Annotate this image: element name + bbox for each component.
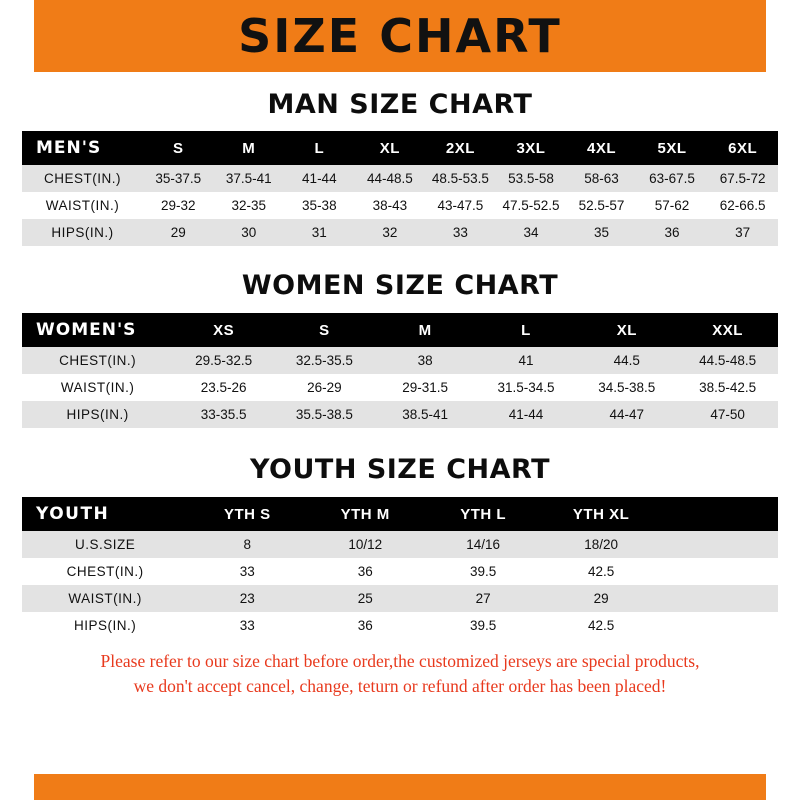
cell: 43-47.5 <box>437 198 484 213</box>
cell: 63-67.5 <box>649 171 695 186</box>
column-header: XL <box>616 321 637 339</box>
cell: 58-63 <box>584 171 619 186</box>
column-header: 6XL <box>728 139 758 157</box>
note-line-1: Please refer to our size chart before order,the customized jerseys are special products, <box>100 651 700 671</box>
cell: 33 <box>239 564 255 579</box>
cell: 33-35.5 <box>200 407 247 422</box>
cell: 42.5 <box>587 618 615 633</box>
order-policy-note <box>22 639 778 705</box>
table-header-row <box>22 497 778 531</box>
cell: 41-44 <box>302 171 337 186</box>
table-row <box>22 192 778 219</box>
column-header: 3XL <box>516 139 546 157</box>
cell: 35-37.5 <box>155 171 202 186</box>
cell: 33 <box>452 225 468 240</box>
cell: 37 <box>735 225 751 240</box>
cell: 29 <box>593 591 609 606</box>
row-label: HIPS(IN.) <box>66 407 129 422</box>
cell: 67.5-72 <box>719 171 766 186</box>
column-header: L <box>521 321 531 339</box>
row-label: WAIST(IN.) <box>68 591 142 606</box>
table-row <box>22 585 778 612</box>
cell: 23 <box>239 591 255 606</box>
section-title-women: WOMEN SIZE CHART <box>241 270 559 301</box>
row-label: CHEST(IN.) <box>59 353 137 368</box>
table-header-row <box>22 131 778 165</box>
row-label: CHEST(IN.) <box>43 171 121 186</box>
table-row <box>22 558 778 585</box>
cell: 31 <box>311 225 327 240</box>
table-row <box>22 165 778 192</box>
cell: 36 <box>357 618 373 633</box>
cell: 38 <box>417 353 433 368</box>
chart-content <box>0 72 800 774</box>
cell: 38-43 <box>372 198 408 213</box>
table-row <box>22 531 778 558</box>
cell: 35 <box>593 225 610 240</box>
column-header: YTH L <box>460 505 507 523</box>
cell: 53.5-58 <box>508 171 554 186</box>
column-header: S <box>319 321 330 339</box>
cell <box>660 531 778 558</box>
cell: 48.5-53.5 <box>431 171 489 186</box>
footer-left-margin <box>0 774 34 800</box>
row-label: HIPS(IN.) <box>51 225 114 240</box>
cell: 41-44 <box>508 407 544 422</box>
cell: 38.5-42.5 <box>699 380 757 395</box>
footer-banner <box>0 774 800 800</box>
cell: 27 <box>475 591 491 606</box>
column-header: M <box>242 139 256 157</box>
cell: 29-32 <box>160 198 196 213</box>
section-women <box>22 270 778 428</box>
cell: 26-29 <box>307 380 342 395</box>
cell: 44.5-48.5 <box>699 353 757 368</box>
cell: 34.5-38.5 <box>598 380 656 395</box>
cell: 44-48.5 <box>366 171 413 186</box>
cell: 52.5-57 <box>578 198 625 213</box>
cell <box>660 612 778 639</box>
cell: 31.5-34.5 <box>497 380 555 395</box>
table-header-row <box>22 313 778 347</box>
cell: 35.5-38.5 <box>295 407 353 422</box>
cell: 23.5-26 <box>200 380 247 395</box>
cell: 14/16 <box>466 537 501 552</box>
column-header: 2XL <box>445 139 475 157</box>
footer-right-margin <box>766 774 800 800</box>
column-header: 4XL <box>587 139 617 157</box>
column-header: YOUTH <box>36 504 110 524</box>
cell: 42.5 <box>587 564 615 579</box>
cell: 8 <box>243 537 252 552</box>
column-header: L <box>314 139 325 157</box>
header-banner <box>0 0 800 72</box>
cell: 37.5-41 <box>225 171 272 186</box>
table-row <box>22 347 778 374</box>
section-title-man: MAN SIZE CHART <box>267 89 533 120</box>
cell: 29.5-32.5 <box>195 353 253 368</box>
column-header: MEN'S <box>36 138 102 158</box>
note-line-2: we don't accept cancel, change, teturn or refund after order has been placed! <box>133 675 667 696</box>
cell: 30 <box>241 225 257 240</box>
cell: 44-47 <box>609 407 645 422</box>
women-size-table <box>22 313 778 428</box>
table-row <box>22 612 778 639</box>
page-title: SIZE CHART <box>238 9 562 63</box>
cell: 47.5-52.5 <box>502 198 560 213</box>
cell: 33 <box>239 618 255 633</box>
row-label: WAIST(IN.) <box>60 380 135 395</box>
cell: 62-66.5 <box>719 198 766 213</box>
header-left-margin <box>0 0 34 72</box>
cell: 18/20 <box>584 537 618 552</box>
row-label: WAIST(IN.) <box>45 198 120 213</box>
column-header: XXL <box>712 321 743 339</box>
cell: 25 <box>357 591 373 606</box>
column-header: 5XL <box>657 139 687 157</box>
cell: 39.5 <box>470 564 497 579</box>
cell: 47-50 <box>710 407 745 422</box>
row-label: U.S.SIZE <box>75 537 136 552</box>
youth-size-table <box>22 497 778 639</box>
column-header <box>660 497 778 531</box>
cell: 29 <box>170 225 186 240</box>
column-header: YTH S <box>223 505 271 523</box>
cell: 44.5 <box>613 353 640 368</box>
column-header: YTH M <box>340 505 390 523</box>
cell: 41 <box>518 353 534 368</box>
cell: 32 <box>382 225 398 240</box>
table-row <box>22 219 778 246</box>
cell: 32-35 <box>231 198 267 213</box>
column-header: YTH XL <box>572 505 630 523</box>
column-header: XL <box>379 139 400 157</box>
cell <box>660 558 778 585</box>
column-header: WOMEN'S <box>36 320 137 340</box>
cell: 32.5-35.5 <box>295 353 353 368</box>
men-size-table <box>22 131 778 246</box>
cell <box>660 585 778 612</box>
cell: 10/12 <box>348 537 383 552</box>
column-header: M <box>418 321 432 339</box>
row-label: HIPS(IN.) <box>74 618 137 633</box>
table-row <box>22 374 778 401</box>
cell: 36 <box>357 564 373 579</box>
cell: 39.5 <box>470 618 497 633</box>
section-youth <box>22 454 778 639</box>
cell: 38.5-41 <box>402 407 449 422</box>
cell: 35-38 <box>302 198 337 213</box>
row-label: CHEST(IN.) <box>66 564 144 579</box>
cell: 36 <box>664 225 680 240</box>
cell: 57-62 <box>654 198 690 213</box>
cell: 34 <box>523 225 539 240</box>
section-title-youth: YOUTH SIZE CHART <box>249 454 551 485</box>
table-row <box>22 401 778 428</box>
cell: 29-31.5 <box>402 380 449 395</box>
section-man <box>22 89 778 246</box>
header-right-margin <box>766 0 800 72</box>
column-header: XS <box>213 321 235 339</box>
column-header: S <box>172 139 184 157</box>
